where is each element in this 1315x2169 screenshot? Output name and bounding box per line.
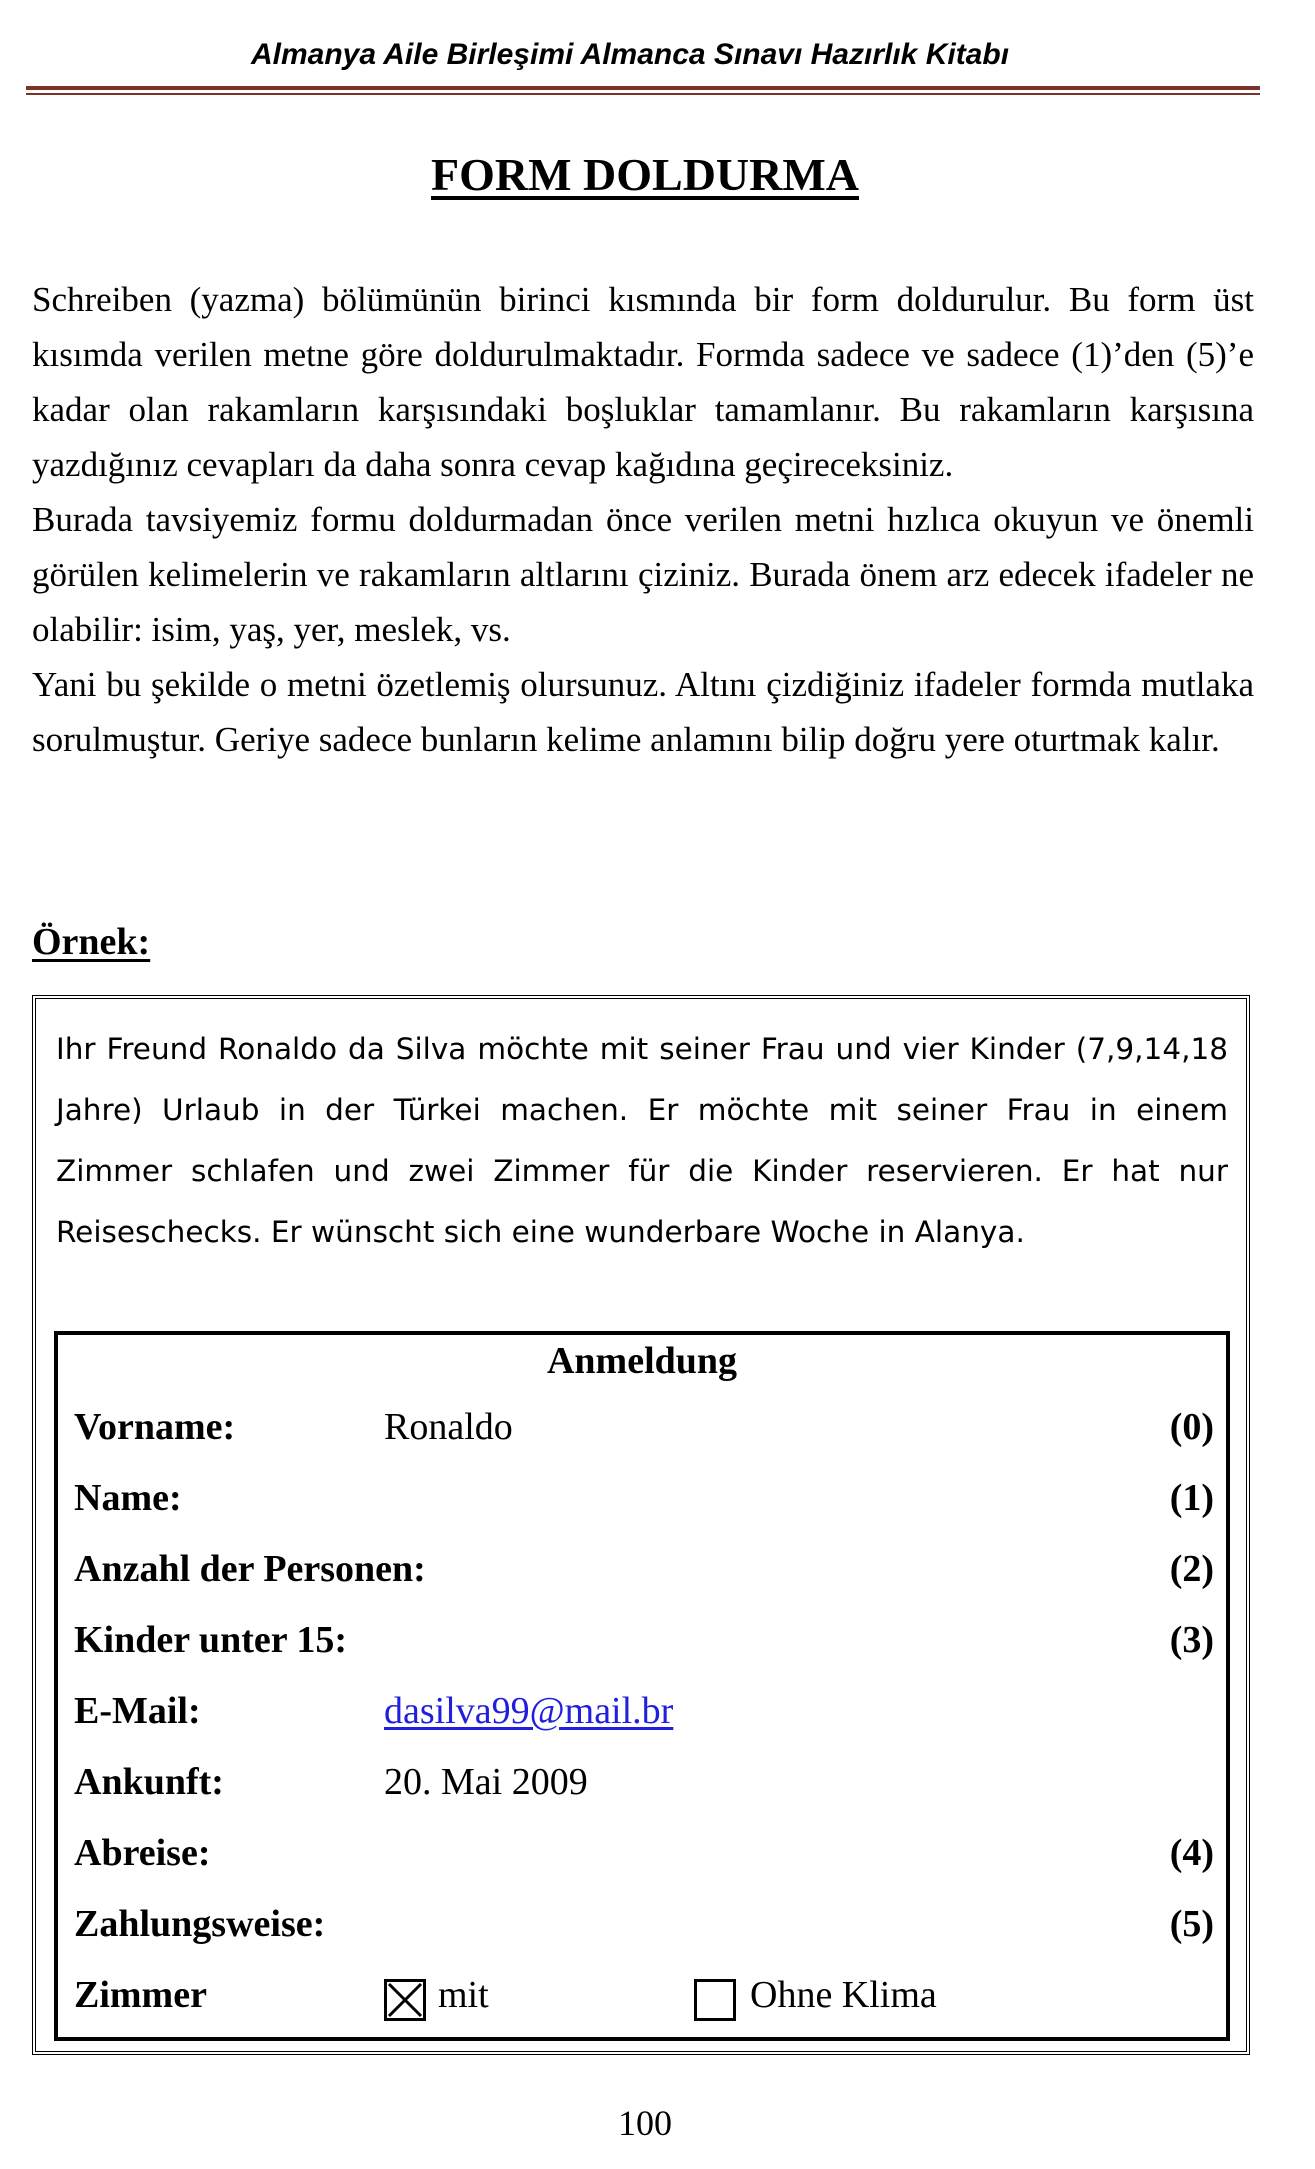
- field-value: 20. Mai 2009: [384, 1761, 588, 1803]
- page-number: 100: [618, 2103, 672, 2143]
- checkbox-ohne-klima[interactable]: [694, 1979, 736, 2021]
- header-rule: [26, 86, 1260, 90]
- field-label: E-Mail:: [74, 1690, 201, 1732]
- field-label: Vorname:: [74, 1406, 236, 1448]
- field-number: (5): [1169, 1903, 1214, 1945]
- field-number: (2): [1169, 1548, 1214, 1590]
- checkbox-label-ohne-klima: Ohne Klima: [750, 1974, 937, 2016]
- checkbox-mit-klima[interactable]: [384, 1979, 426, 2021]
- field-label: Kinder unter 15:: [74, 1619, 348, 1661]
- form-row-vorname: [74, 1405, 1214, 1465]
- field-label: Name:: [74, 1477, 182, 1519]
- checkbox-label-mit: mit: [438, 1974, 489, 2016]
- field-label: Abreise:: [74, 1832, 211, 1874]
- field-number: (3): [1169, 1619, 1214, 1661]
- field-number: (4): [1169, 1832, 1214, 1874]
- form-row-kinder-unter-15: [74, 1618, 1214, 1678]
- form-row-zimmer: [74, 1973, 1214, 2033]
- email-link[interactable]: dasilva99@mail.br: [384, 1690, 674, 1732]
- form-row-email: [74, 1689, 1214, 1749]
- intro-paragraph-2: Burada tavsiyemiz formu doldurmadan önce verilen metni hızlıca okuyun ve önemli görülen kelimelerin ve rakamların altlarını çiziniz. Burada önem arz edecek ifadeler ne olabilir: isim, yaş, yer, meslek, vs.: [32, 500, 1254, 649]
- form-row-name: [74, 1476, 1214, 1536]
- field-label: Zahlungsweise:: [74, 1903, 326, 1945]
- field-number: (0): [1169, 1406, 1214, 1448]
- example-label: Örnek:: [32, 921, 151, 963]
- field-value: Ronaldo: [384, 1406, 513, 1448]
- field-number: (1): [1169, 1477, 1214, 1519]
- form-row-ankunft: [74, 1760, 1214, 1820]
- form-row-anzahl-personen: [74, 1547, 1214, 1607]
- header-rule-thin: [26, 93, 1260, 95]
- intro-text: [32, 272, 1254, 767]
- checkmark-x-icon: [387, 1982, 423, 2018]
- intro-paragraph-1: Schreiben (yazma) bölümünün birinci kısmında bir form doldurulur. Bu form üst kısımda verilen metne göre doldurulmaktadır. Formda sadece ve sadece (1)’den (5)’e kadar olan rakamların karşısındaki boşluklar tamamlanır. Bu rakamların karşısına yazdığınız cevapları da daha sonra cevap kağıdına geçireceksiniz.: [32, 280, 1254, 484]
- form-title: Anmeldung: [546, 1340, 738, 1382]
- running-header: Almanya Aile Birleşimi Almanca Sınavı Hazırlık Kitabı: [250, 38, 1010, 71]
- intro-paragraph-3: Yani bu şekilde o metni özetlemiş olursunuz. Altını çizdiğiniz ifadeler formda mutlaka sorulmuştur. Geriye sadece bunların kelime anlamını bilip doğru yere oturtmak kalır.: [32, 665, 1254, 759]
- field-label: Ankunft:: [74, 1761, 224, 1803]
- field-label: Zimmer: [74, 1974, 207, 2016]
- task-text: Ihr Freund Ronaldo da Silva möchte mit seiner Frau und vier Kinder (7,9,14,18 Jahre) Urlaub in der Türkei machen. Er möchte mit seiner Frau in einem Zimmer schlafen und zwei Zimmer für die Kinder reservieren. Er hat nur Reiseschecks. Er wünscht sich eine wunderbare Woche in Alanya.: [56, 1032, 1228, 1249]
- form-row-zahlungsweise: [74, 1902, 1214, 1962]
- form-row-abreise: [74, 1831, 1214, 1891]
- example-box: [32, 995, 1250, 2055]
- page-title: FORM DOLDURMA: [431, 149, 859, 200]
- field-label: Anzahl der Personen:: [74, 1548, 426, 1590]
- registration-form: [54, 1331, 1230, 2041]
